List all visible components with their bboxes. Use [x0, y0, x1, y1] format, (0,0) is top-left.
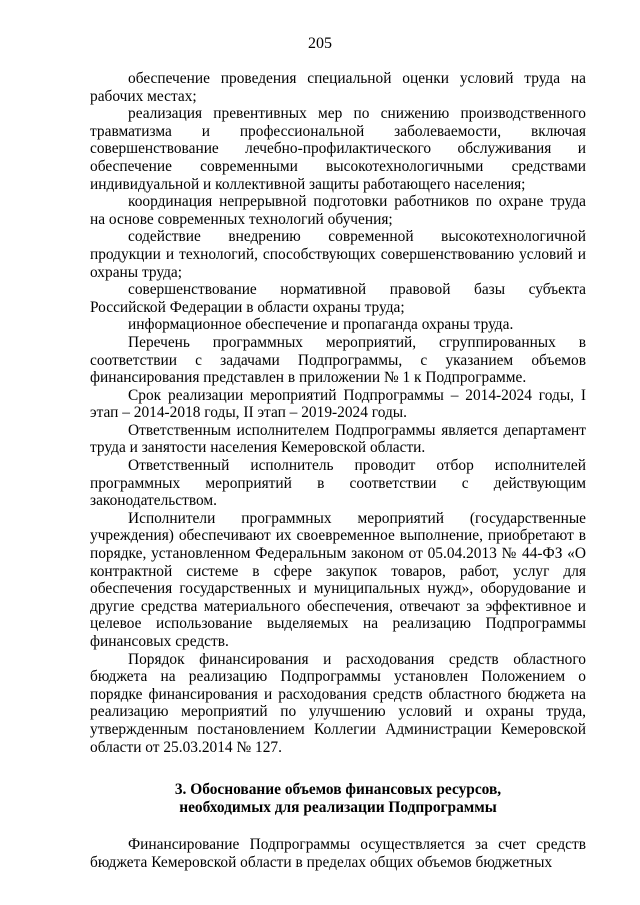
paragraph: Порядок финансирования и расходования средств областного бюджета на реализацию Подпрограммы установлен Положением о порядке финансирования и расходования средств областного бюджета на реализацию мероприятий по улучшению условий и охраны труда, утвержденным постановлением Коллегии Администрации Кемеровской области от 25.03.2014 № 127. — [90, 650, 586, 756]
paragraph: информационное обеспечение и пропаганда охраны труда. — [128, 316, 514, 334]
section-heading-line: необходимых для реализации Подпрограммы — [179, 798, 497, 816]
document-body — [90, 70, 586, 872]
paragraph: содействие внедрению современной высокотехнологичной продукции и технологий, способствующих совершенствованию условий и охраны труда; — [90, 228, 586, 281]
paragraph: Перечень программных мероприятий, сгруппированных в соответствии с задачами Подпрограммы, с указанием объемов финансирования представлен в приложении № 1 к Подпрограмме. — [90, 333, 586, 387]
section-heading — [90, 781, 586, 816]
page-number: 205 — [308, 35, 332, 52]
section-heading-line: 3. Обоснование объемов финансовых ресурсов, — [174, 781, 502, 799]
paragraph: Исполнители программных мероприятий (государственные учреждения) обеспечивают их своевременное выполнение, приобретают в порядке, установленном Федеральным законом от 05.04.2013 № 44-ФЗ «О контрактной системе в сфере закупок товаров, работ, услуг для обеспечения государственных и муниципальных нужд», оборудование и другие средства материального обеспечения, отвечают за эффективное и целевое использование выделяемых на реализацию Подпрограммы финансовых средств. — [90, 509, 586, 650]
paragraph: Ответственный исполнитель проводит отбор исполнителей программных мероприятий в соответствии с действующим законодательством. — [90, 457, 586, 510]
paragraph: Финансирование Подпрограммы осуществляется за счет средств бюджета Кемеровской области в пределах общих объемов бюджетных — [90, 836, 586, 871]
paragraph: Срок реализации мероприятий Подпрограммы – 2014-2024 годы, I этап – 2014-2018 годы, II этап – 2019-2024 годы. — [90, 386, 586, 422]
paragraph: Ответственным исполнителем Подпрограммы является департамент труда и занятости населения Кемеровской области. — [90, 421, 586, 457]
paragraph: реализация превентивных мер по снижению производственного травматизма и профессиональной заболеваемости, включая совершенствование лечебно-профилактического обслуживания и обеспечение современными высокотехнологичными средствами индивидуальной и коллективной защиты работающего населения; — [90, 105, 586, 193]
paragraph: координация непрерывной подготовки работников по охране труда на основе современных технологий обучения; — [90, 193, 586, 228]
paragraph: совершенствование нормативной правовой базы субъекта Российской Федерации в области охраны труда; — [90, 281, 586, 316]
paragraph: обеспечение проведения специальной оценки условий труда на рабочих местах; — [90, 70, 586, 105]
